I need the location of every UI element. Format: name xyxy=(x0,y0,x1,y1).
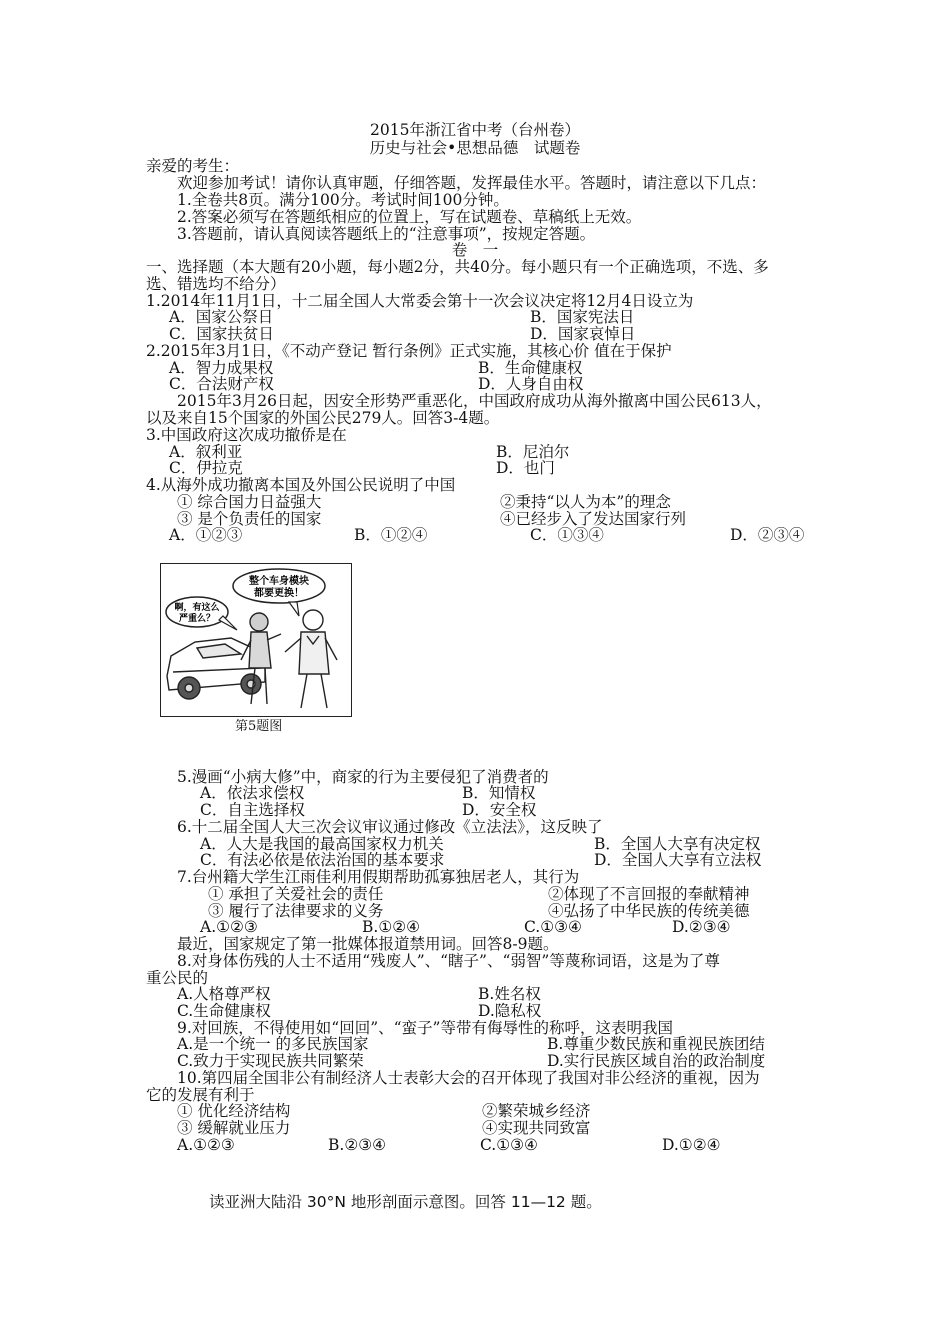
q9-option-a: A.是一个统一 的多民族国家 xyxy=(177,1035,369,1053)
q2-option-c: C．合法财产权 xyxy=(169,375,274,393)
q7-option-b: B.①②④ xyxy=(362,918,421,936)
q9-stem: 9.对回族，不得使用如“回回”、“蛮子”等带有侮辱性的称呼，这表明我国 xyxy=(177,1019,673,1037)
material-3-4-line2: 以及来自15个国家的外国公民279人。回答3-4题。 xyxy=(146,409,500,427)
welcome-text: 欢迎参加考试！请你认真审题，仔细答题，发挥最佳水平。答题时，请注意以下几点： xyxy=(177,174,767,192)
q6-option-d: D．全国人大享有立法权 xyxy=(594,851,762,869)
q7-statement-2: ②体现了不言回报的奉献精神 xyxy=(548,885,750,903)
q7-statement-3: ③ 履行了法律要求的义务 xyxy=(208,902,384,920)
bubble-left-text-2: 严重么？ xyxy=(178,614,216,624)
q4-option-a: A．①②③ xyxy=(169,526,243,544)
q6-option-c: C．有法必依是依法治国的基本要求 xyxy=(200,851,445,869)
q4-statement-3: ③ 是个负责任的国家 xyxy=(177,510,322,528)
q1-option-c: C．国家扶贫日 xyxy=(169,325,274,343)
note-2: 2.答案必须写在答题纸相应的位置上，写在试题卷、草稿纸上无效。 xyxy=(177,208,642,226)
page-title: 2015年浙江省中考（台州卷） xyxy=(370,121,580,139)
q3-option-a: A．叙利亚 xyxy=(169,443,243,461)
material-8-9: 最近，国家规定了第一批媒体报道禁用词。回答8-9题。 xyxy=(177,935,559,953)
q6-stem: 6.十二届全国人大三次会议审议通过修改《立法法》，这反映了 xyxy=(177,818,603,836)
q9-option-c: C.致力于实现民族共同繁荣 xyxy=(177,1052,364,1070)
q5-option-d: D．安全权 xyxy=(462,801,537,819)
material-11-12: 读亚洲大陆沿 30°N 地形剖面示意图。回答 11—12 题。 xyxy=(209,1193,602,1211)
cartoon-caption: 第5题图 xyxy=(235,719,283,734)
q4-statement-4: ④已经步入了发达国家行列 xyxy=(500,510,687,528)
q9-option-b: B.尊重少数民族和重视民族团结 xyxy=(547,1035,765,1053)
q4-statement-1: ① 综合国力日益强大 xyxy=(177,493,322,511)
q8-option-b: B.姓名权 xyxy=(478,985,541,1003)
q4-option-b: B．①②④ xyxy=(354,526,428,544)
q3-option-b: B．尼泊尔 xyxy=(496,443,570,461)
page-subtitle: 历史与社会•思想品德 试题卷 xyxy=(369,139,581,157)
q2-option-d: D．人身自由权 xyxy=(478,375,584,393)
q1-option-d: D．国家哀悼日 xyxy=(530,325,636,343)
q3-option-c: C．伊拉克 xyxy=(169,459,243,477)
section-heading-line2: 选、错选均不给分） xyxy=(146,275,286,293)
cartoon-drawing xyxy=(161,564,351,716)
q8-stem-line1: 8.对身体伤残的人士不适用“残废人”、“瞎子”、“弱智”等蔑称词语，这是为了尊 xyxy=(177,952,720,970)
q10-option-b: B.②③④ xyxy=(328,1136,387,1154)
speech-bubble-right-tail xyxy=(289,602,299,616)
q9-option-d: D.实行民族区域自治的政治制度 xyxy=(547,1052,766,1070)
q8-option-c: C.生命健康权 xyxy=(177,1002,271,1020)
q6-option-b: B．全国人大享有决定权 xyxy=(594,835,761,853)
q10-statement-4: ④实现共同致富 xyxy=(482,1119,591,1137)
q8-option-d: D.隐私权 xyxy=(478,1002,542,1020)
q7-option-d: D.②③④ xyxy=(672,918,731,936)
note-3: 3.答题前，请认真阅读答题纸上的“注意事项”，按规定答题。 xyxy=(177,225,596,243)
q10-statement-2: ②繁荣城乡经济 xyxy=(482,1102,591,1120)
q3-option-d: D．也门 xyxy=(496,459,555,477)
bubble-right-text-2: 都要更换！ xyxy=(254,588,304,599)
q7-statement-1: ① 承担了关爱社会的责任 xyxy=(208,885,384,903)
merchant-figure xyxy=(285,610,337,708)
q10-option-a: A.①②③ xyxy=(177,1136,235,1154)
q2-stem: 2.2015年3月1日，《不动产登记 暂行条例》正式实施，其核心价 值在于保护 xyxy=(146,342,672,360)
note-1: 1.全卷共8页。满分100分。考试时间100分钟。 xyxy=(177,191,509,209)
q4-stem: 4.从海外成功撤离本国及外国公民说明了中国 xyxy=(146,476,456,494)
bubble-left-text-1: 啊，有这么 xyxy=(174,603,220,613)
q5-stem: 5.漫画“小病大修”中，商家的行为主要侵犯了消费者的 xyxy=(177,768,549,786)
q8-option-a: A.人格尊严权 xyxy=(177,985,271,1003)
speech-bubble-left-tail xyxy=(219,616,237,630)
q7-stem: 7.台州籍大学生江雨佳利用假期帮助孤寡独居老人，其行为 xyxy=(177,868,580,886)
q1-option-b: B．国家宪法日 xyxy=(530,308,635,326)
q10-stem-line1: 10.第四届全国非公有制经济人士表彰大会的召开体现了我国对非公经济的重视，因为 xyxy=(177,1069,760,1087)
q5-option-a: A．依法求偿权 xyxy=(200,784,305,802)
q2-option-b: B．生命健康权 xyxy=(478,359,583,377)
material-3-4-line1: 2015年3月26日起，因安全形势严重恶化，中国政府成功从海外撤离中国公民613人， xyxy=(177,392,772,410)
q7-option-c: C.①③④ xyxy=(524,918,582,936)
q3-stem: 3.中国政府这次成功撤侨是在 xyxy=(146,426,347,444)
q1-stem: 1.2014年11月1日，十二届全国人大常委会第十一次会议决定将12月4日设立为 xyxy=(146,292,694,310)
bubble-right-text-1: 整个车身模块 xyxy=(249,576,309,587)
q10-statement-3: ③ 缓解就业压力 xyxy=(177,1119,291,1137)
q7-statement-4: ④弘扬了中华民族的传统美德 xyxy=(548,902,750,920)
q10-option-c: C.①③④ xyxy=(480,1136,538,1154)
greeting: 亲爱的考生： xyxy=(146,157,240,175)
cartoon-figure xyxy=(160,563,352,717)
q4-statement-2: ②秉持“以人为本”的理念 xyxy=(500,493,671,511)
section-heading-line1: 一、选择题（本大题有20小题，每小题2分，共40分。每小题只有一个正确选项，不选、多 xyxy=(146,258,769,276)
q1-option-a: A．国家公祭日 xyxy=(169,308,274,326)
volume-label: 卷 一 xyxy=(451,241,499,259)
q5-option-b: B．知情权 xyxy=(462,784,536,802)
q5-option-c: C．自主选择权 xyxy=(200,801,305,819)
q2-option-a: A．智力成果权 xyxy=(169,359,274,377)
q10-option-d: D.①②④ xyxy=(662,1136,721,1154)
q7-option-a: A.①②③ xyxy=(200,918,258,936)
q10-statement-1: ① 优化经济结构 xyxy=(177,1102,291,1120)
q8-stem-line2: 重公民的 xyxy=(146,969,209,987)
q6-option-a: A．人大是我国的最高国家权力机关 xyxy=(200,835,444,853)
q4-option-d: D．②③④ xyxy=(730,526,805,544)
q10-stem-line2: 它的发展有利于 xyxy=(146,1086,255,1104)
q4-option-c: C．①③④ xyxy=(530,526,604,544)
